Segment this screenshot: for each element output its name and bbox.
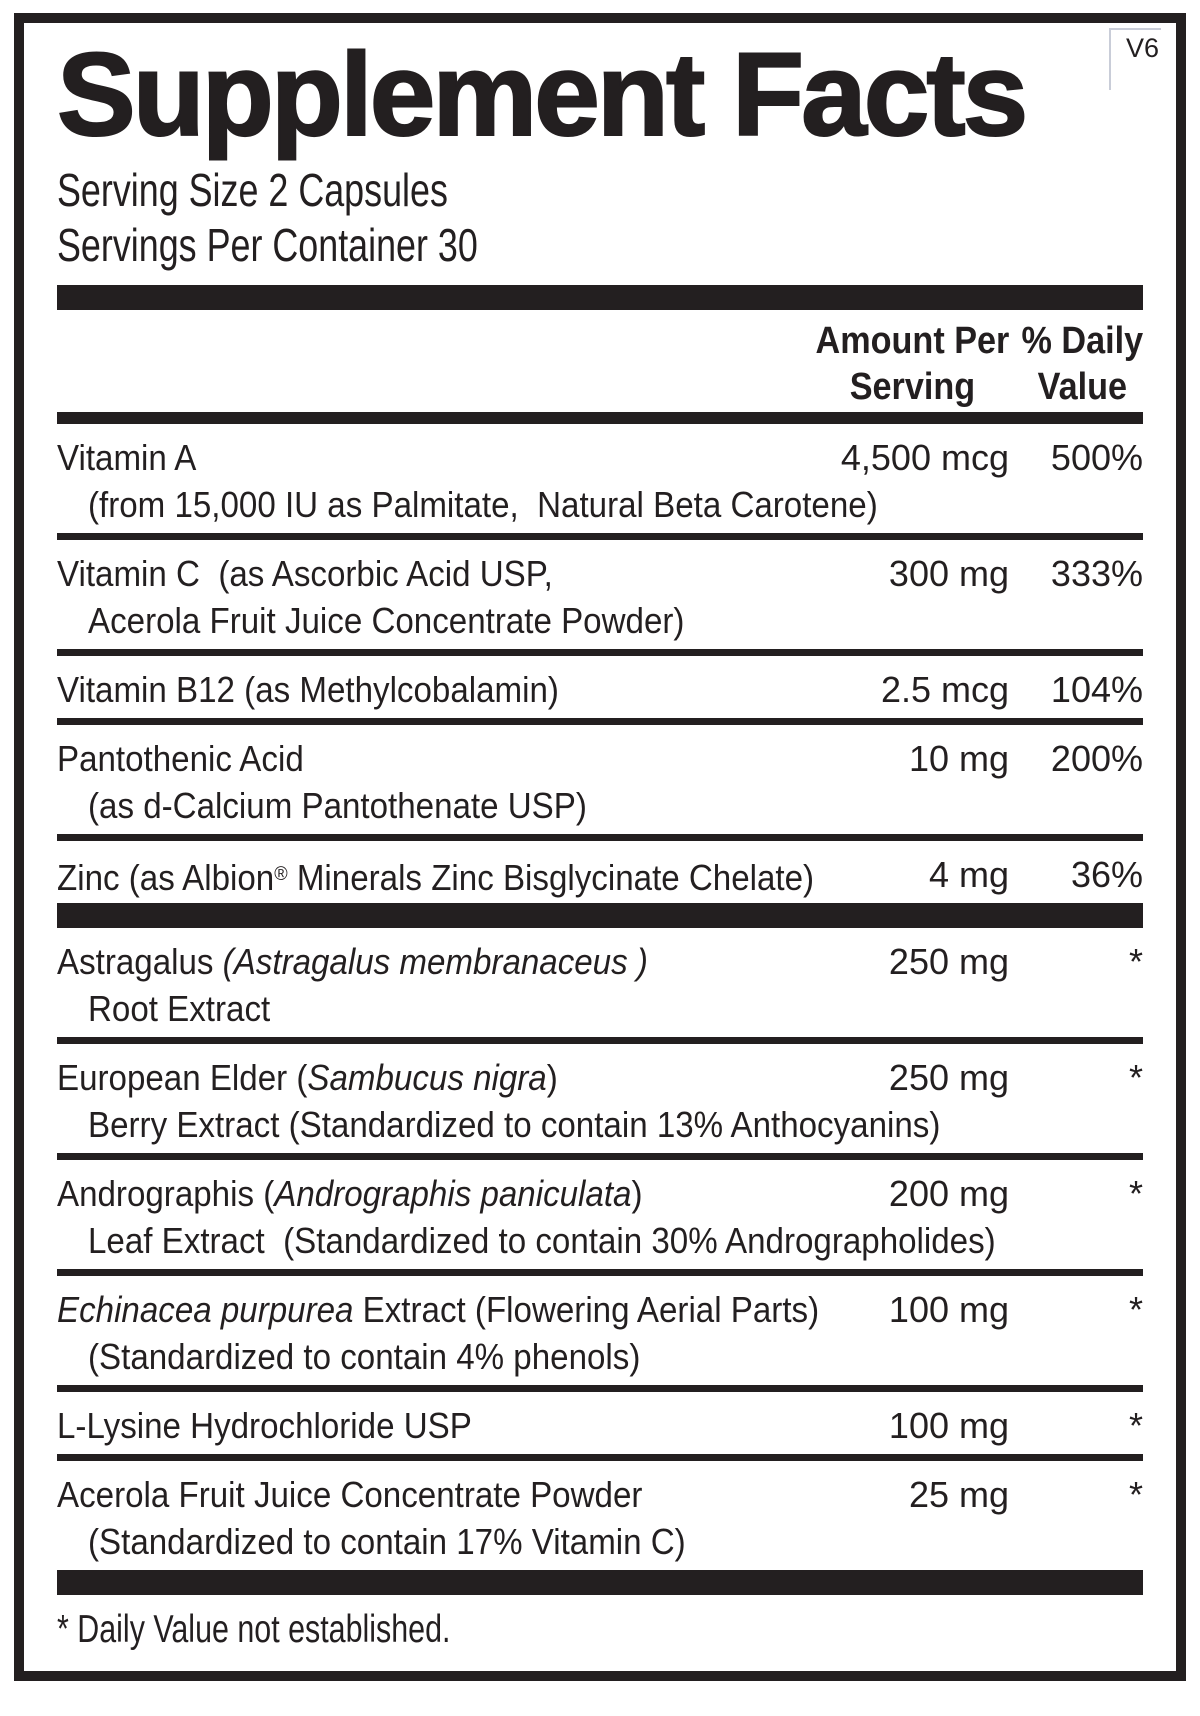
ingredient-name-cont: Extract (Flowering Aerial Parts) bbox=[353, 1289, 820, 1330]
ingredient-amount: 4,500 mcg bbox=[840, 437, 1009, 478]
ingredient-amount: 250 mg bbox=[888, 1057, 1009, 1098]
row-divider bbox=[57, 1037, 1143, 1044]
botanical-name: (Astragalus membranaceus ) bbox=[222, 941, 648, 982]
ingredient-detail: (Standardized to contain 4% phenols) bbox=[88, 1336, 641, 1377]
ingredient-name: Zinc (as Albion bbox=[57, 856, 275, 898]
ingredient-detail: (Standardized to contain 17% Vitamin C) bbox=[88, 1521, 686, 1562]
servings-per-container: Servings Per Container 30 bbox=[57, 219, 478, 271]
thick-divider-section bbox=[57, 903, 1143, 928]
table-row bbox=[57, 540, 1143, 649]
ingredient-detail: Root Extract bbox=[88, 988, 271, 1029]
header-divider bbox=[57, 412, 1143, 424]
ingredient-dv: * bbox=[1128, 941, 1143, 982]
ingredient-name-cont: ) bbox=[546, 1057, 558, 1098]
table-row bbox=[57, 424, 1143, 533]
table-row bbox=[57, 841, 1143, 903]
table-row bbox=[57, 656, 1143, 718]
row-divider bbox=[57, 1385, 1143, 1392]
ingredient-dv: 333% bbox=[1050, 553, 1143, 594]
ingredient-amount: 100 mg bbox=[888, 1405, 1009, 1446]
ingredient-dv: * bbox=[1128, 1289, 1143, 1330]
row-divider bbox=[57, 1153, 1143, 1160]
column-header-amount: Amount Per Serving bbox=[815, 320, 1009, 408]
thick-divider-bottom bbox=[57, 1570, 1143, 1595]
table-row bbox=[57, 1044, 1143, 1153]
ingredient-amount: 10 mg bbox=[908, 738, 1009, 779]
ingredient-dv: 104% bbox=[1050, 669, 1143, 710]
registered-mark: ® bbox=[274, 863, 288, 885]
ingredient-detail: Acerola Fruit Juice Concentrate Powder) bbox=[88, 600, 685, 641]
ingredient-amount: 2.5 mcg bbox=[880, 669, 1009, 710]
ingredient-name: Acerola Fruit Juice Concentrate Powder bbox=[57, 1474, 643, 1515]
ingredient-name: L-Lysine Hydrochloride USP bbox=[57, 1405, 472, 1446]
row-divider bbox=[57, 1454, 1143, 1461]
serving-size: Serving Size 2 Capsules bbox=[57, 164, 448, 216]
ingredient-detail: Berry Extract (Standardized to contain 13% Anthocyanins) bbox=[88, 1104, 941, 1145]
panel-title: Supplement Facts bbox=[57, 29, 1026, 161]
column-header-daily-value: % Daily Value bbox=[1021, 320, 1143, 408]
ingredient-detail: (from 15,000 IU as Palmitate, Natural Beta Carotene) bbox=[88, 484, 878, 525]
column-headers bbox=[57, 310, 1143, 412]
botanical-name: Echinacea purpurea bbox=[57, 1289, 354, 1330]
row-divider bbox=[57, 649, 1143, 656]
ingredient-name: Vitamin A bbox=[57, 437, 197, 478]
ingredient-amount: 250 mg bbox=[888, 941, 1009, 982]
ingredient-name: Vitamin C (as Ascorbic Acid USP, bbox=[57, 553, 553, 594]
row-divider bbox=[57, 834, 1143, 841]
ingredient-amount: 100 mg bbox=[888, 1289, 1009, 1330]
ingredient-dv: 36% bbox=[1070, 854, 1143, 895]
footnote: * Daily Value not established. bbox=[57, 1608, 451, 1651]
ingredient-name-cont: Minerals Zinc Bisglycinate Chelate) bbox=[287, 856, 815, 898]
ingredient-name: Vitamin B12 (as Methylcobalamin) bbox=[57, 669, 559, 710]
ingredient-name: Pantothenic Acid bbox=[57, 738, 304, 779]
ingredient-amount: 300 mg bbox=[888, 553, 1009, 594]
table-row bbox=[57, 725, 1143, 834]
ingredient-dv: 200% bbox=[1050, 738, 1143, 779]
botanical-name: Sambucus nigra bbox=[307, 1057, 547, 1098]
ingredient-name: Andrographis ( bbox=[57, 1173, 275, 1214]
row-divider bbox=[57, 718, 1143, 725]
ingredient-detail: (as d-Calcium Pantothenate USP) bbox=[88, 785, 587, 826]
version-tag: V6 bbox=[1109, 28, 1161, 90]
ingredient-dv: * bbox=[1128, 1474, 1143, 1515]
ingredient-name: European Elder ( bbox=[57, 1057, 308, 1098]
ingredient-detail: Leaf Extract (Standardized to contain 30% Andrographolides) bbox=[88, 1220, 996, 1261]
table-row bbox=[57, 1160, 1143, 1269]
thick-divider-top bbox=[57, 285, 1143, 310]
botanical-name: Andrographis paniculata bbox=[274, 1173, 632, 1214]
ingredient-dv: 500% bbox=[1050, 437, 1143, 478]
ingredient-dv: * bbox=[1128, 1057, 1143, 1098]
table-row bbox=[57, 1461, 1143, 1570]
serving-info bbox=[57, 163, 1143, 273]
table-row bbox=[57, 928, 1143, 1037]
ingredient-amount: 200 mg bbox=[888, 1173, 1009, 1214]
ingredient-dv: * bbox=[1128, 1405, 1143, 1446]
supplement-facts-panel bbox=[14, 13, 1186, 1681]
ingredient-name: Astragalus bbox=[57, 941, 223, 982]
row-divider bbox=[57, 533, 1143, 540]
row-divider bbox=[57, 1269, 1143, 1276]
ingredient-dv: * bbox=[1128, 1173, 1143, 1214]
ingredient-name-cont: ) bbox=[631, 1173, 643, 1214]
ingredient-amount: 4 mg bbox=[928, 854, 1009, 895]
table-row bbox=[57, 1392, 1143, 1454]
table-row bbox=[57, 1276, 1143, 1385]
ingredient-amount: 25 mg bbox=[908, 1474, 1009, 1515]
